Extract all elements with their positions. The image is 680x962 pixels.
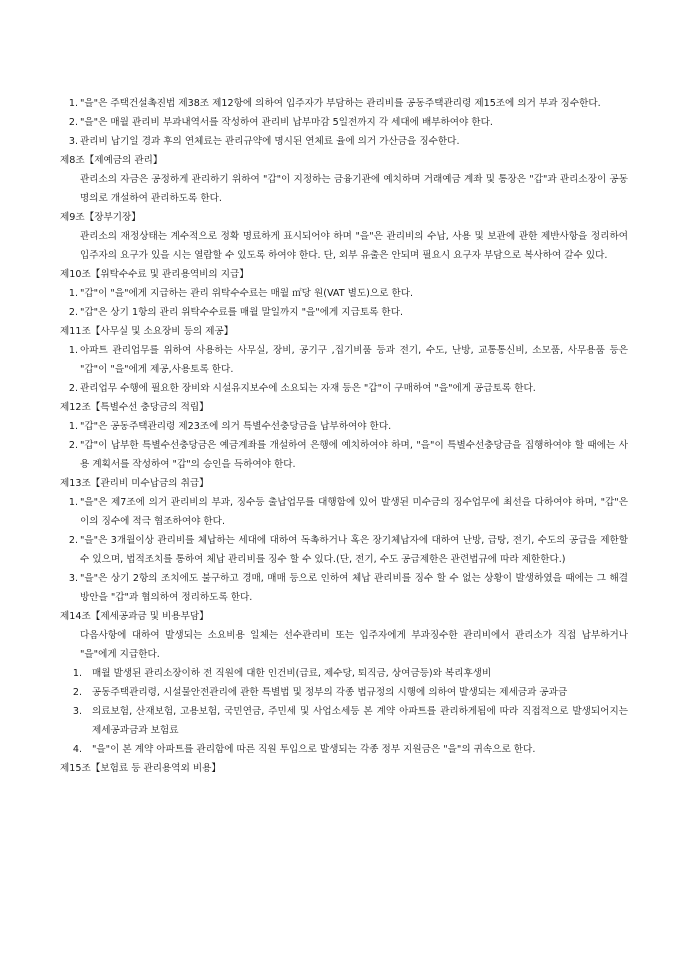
item-text: "갑"이 납부한 특별수선충당금은 예금계좌를 개설하여 은행에 예치하여야 하며, "을"이 특별수선충당금을 집행하여야 할 때에는 사용 계획서를 작성하여 "갑"의 승인을 득하여야 한다. [80,440,628,470]
item-number: 2 . [62,436,82,455]
item-text: 관리비 납기일 경과 후의 연체료는 관리규약에 명시된 연체료 율에 의거 가산금을 징수한다. [80,136,460,147]
item-text: "갑"은 공동주택관리령 제23조에 의거 특별수선충당금을 납부하여야 한다. [80,421,392,432]
article-8-body: 관리소의 자금은 공정하게 관리하기 위하여 "갑"이 지정하는 금융기관에 예치하며 거래예금 계좌 및 통장은 "갑"과 관리소장이 공동명의로 개설하여 관리하도록 한다. [80,174,628,204]
art14-item-1 [60,664,628,683]
article-10-heading: 제10조【위탁수수료 및 관리용역비의 지급】 [60,269,249,280]
item-text: "갑"이 "을"에게 지급하는 관리 위탁수수료는 매월 ㎡당 원(VAT 별도)으로 한다. [80,288,414,299]
art7-item-2 [60,113,628,132]
item-number: 1 . [62,341,82,360]
art13-item-1 [60,493,628,531]
art11-item-2 [60,379,628,398]
item-text: "갑"은 상기 1항의 관리 위탁수수료를 매월 말일까지 "을"에게 지급토록 한다. [80,307,404,318]
art14-item-3 [60,702,628,740]
item-number: 1 . [62,94,82,113]
article-8-heading: 제8조【제예금의 관리】 [60,155,163,166]
art12-item-1 [60,417,628,436]
item-number: 2 . [62,113,82,132]
item-number: 1 . [66,664,86,683]
item-text: 관리업무 수행에 필요한 장비와 시설유지보수에 소요되는 자재 등은 "갑"이 구매하여 "을"에게 공급토록 한다. [80,383,536,394]
art7-item-1 [60,94,628,113]
art12-item-2 [60,436,628,474]
art14-item-2 [60,683,628,702]
item-text: "을"은 매월 관리비 부과내역서를 작성하여 관리비 납부마감 5일전까지 각 세대에 배부하여야 한다. [80,117,493,128]
item-text: "을"은 주택건설촉진법 제38조 제12항에 의하여 입주자가 부담하는 관리비를 공동주택관리령 제15조에 의거 부과 징수한다. [80,98,601,109]
art10-item-1 [60,284,628,303]
article-14-heading: 제14조【제세공과금 및 비용부담】 [60,611,209,622]
art11-item-1 [60,341,628,379]
item-text: "을"은 3개월이상 관리비를 체납하는 세대에 대하여 독촉하거나 혹은 장기체납자에 대하여 난방, 급탕, 전기, 수도의 공급을 제한할 수 있으며, 법적조치를 통하여 체납 관리비를 징수 할 수 있다.(단, 전기, 수도 공급제한은 관련법규에 따라 제한한다.) [80,535,628,565]
item-text: 의료보험, 산재보험, 고용보험, 국민연금, 주민세 및 사업소세등 본 계약 아파트를 관리하게됨에 따라 직접적으로 발생되어지는 제세공과금과 보험료 [92,706,628,736]
article-9-body: 관리소의 재정상태는 계수적으로 정확 명료하게 표시되어야 하며 "을"은 관리비의 수납, 사용 및 보관에 관한 제반사항을 정리하여 입주자의 요구가 있을 시는 열람할 수 있도록 하여야 한다. 단, 외부 유출은 안되며 필요시 요구자 부담으로 복사하여 갈수 있다. [80,231,628,261]
article-14-body: 다음사항에 대하여 발생되는 소요비용 일체는 선수관리비 또는 입주자에게 부과징수한 관리비에서 관리소가 직접 납부하거나 "을"에게 지급한다. [80,630,628,660]
contract-text [60,94,628,778]
item-text: 공동주택관리령, 시설물안전관리에 관한 특별법 및 정부의 각종 법규정의 시행에 의하여 발생되는 제세금과 공과금 [92,687,568,698]
art13-item-3 [60,569,628,607]
item-number: 2 . [62,379,82,398]
item-number: 2 . [66,683,86,702]
article-15-heading: 제15조【보험료 등 관리용역외 비용】 [60,763,222,774]
item-text: 아파트 관리업무를 위하여 사용하는 사무실, 장비, 공기구 ,집기비품 등과 전기, 수도, 난방, 교통통신비, 소모품, 사무용품 등은 "갑"이 "을"에게 제공,사용토록 한다. [80,345,628,375]
art7-item-3 [60,132,628,151]
art13-item-2 [60,531,628,569]
item-number: 3 . [62,569,82,588]
item-number: 4 . [66,740,86,759]
item-number: 2 . [62,531,82,550]
item-number: 1 . [62,284,82,303]
item-number: 3 . [62,132,82,151]
item-text: "을"은 상기 2항의 조치에도 불구하고 경매, 매매 등으로 인하여 체납 관리비를 징수 할 수 없는 상황이 발생하였을 때에는 그 해결 방안을 "갑"과 협의하여 정리하도록 한다. [80,573,628,603]
item-text: "을"이 본 계약 아파트를 관리함에 따른 직원 투입으로 발생되는 각종 정부 지원금은 "을"의 귀속으로 한다. [92,744,536,755]
art14-item-4 [60,740,628,759]
article-11-heading: 제11조【사무실 및 소요장비 등의 제공】 [60,326,234,337]
item-number: 3 . [66,702,86,721]
article-13-heading: 제13조【관리비 미수납금의 취급】 [60,478,209,489]
art10-item-2 [60,303,628,322]
item-text: "을"은 제7조에 의거 관리비의 부과, 징수등 출납업무를 대행함에 있어 발생된 미수금의 징수업무에 최선을 다하여야 하며, "갑"은 이의 징수에 적극 협조하여야 한다. [80,497,628,527]
item-number: 1 . [62,417,82,436]
article-12-heading: 제12조【특별수선 충당금의 적립】 [60,402,209,413]
item-number: 2 . [62,303,82,322]
item-number: 1 . [62,493,82,512]
item-text: 매월 발생된 관리소장이하 전 직원에 대한 인건비(급료, 제수당, 퇴직금, 상여금등)와 복리후생비 [92,668,492,679]
article-9-heading: 제9조【장부기장】 [60,212,141,223]
